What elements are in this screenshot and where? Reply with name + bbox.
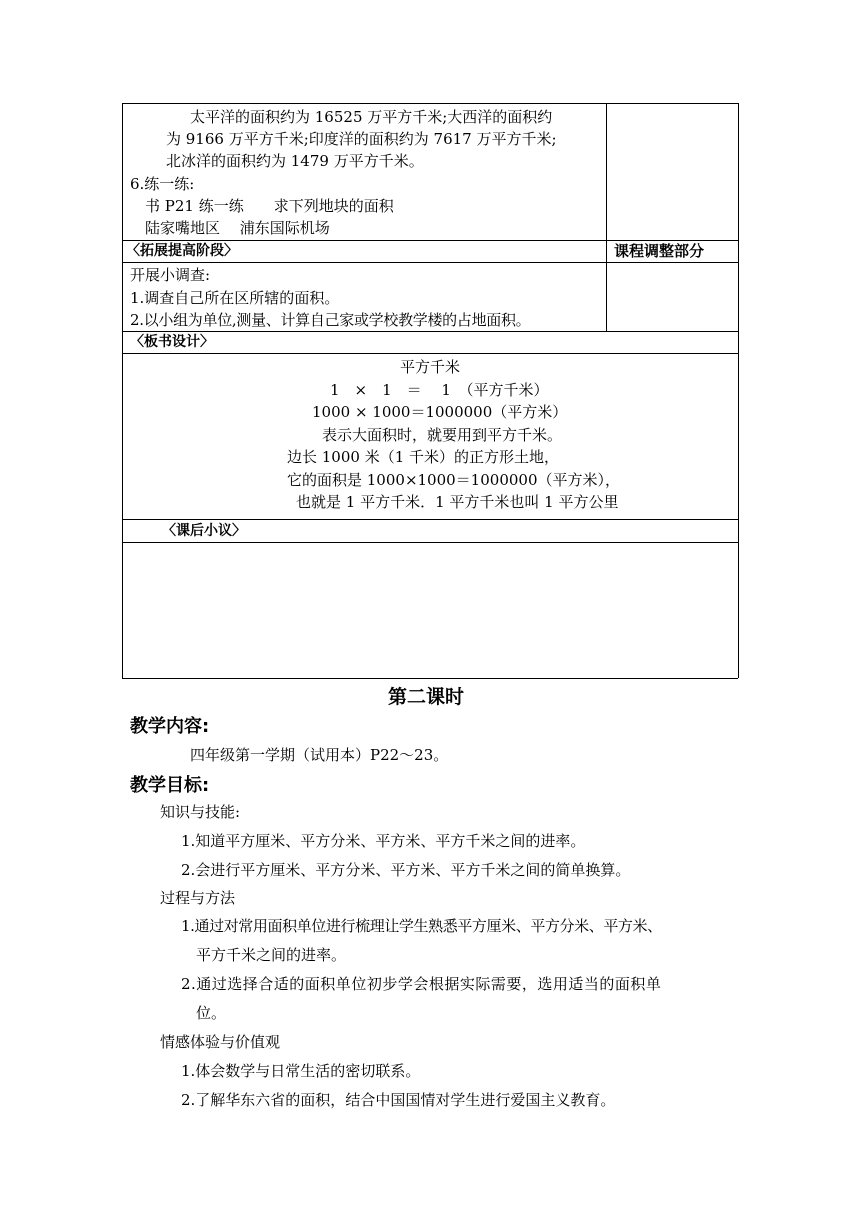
table-rule [122,331,738,332]
table-text-line: 太平洋的面积约为 16525 万平方千米;大西洋的面积约 [190,108,553,126]
table-rule [122,542,738,543]
board-line: 它的面积是 1000×1000＝1000000（平方米）， [287,471,620,489]
process-item: 2.通过选择合适的面积单位初步学会根据实际需要，选用适当的面积单 [181,975,662,993]
content-heading: 教学内容: [130,716,210,737]
process-heading: 过程与方法 [160,889,236,907]
table-text-line: 为 9166 万平方千米;印度洋的面积约为 7617 万平方千米; [166,130,557,148]
knowledge-heading: 知识与技能: [160,803,241,821]
process-item: 1.通过对常用面积单位进行梳理让学生熟悉平方厘米、平方分米、平方米、 [181,917,662,935]
board-line: 表示大面积时，就要用到平方千米。 [322,426,563,444]
emotion-heading: 情感体验与价值观 [160,1033,281,1051]
board-line: 也就是 1 平方千米．1 平方千米也叫 1 平方公里 [296,493,619,511]
after-class-header: 〈课后小议〉 [162,523,246,539]
emotion-item: 2.了解华东六省的面积，结合中国国情对学生进行爱国主义教育。 [181,1091,616,1109]
board-line: 平方千米 [400,358,461,376]
process-item: 位。 [196,1004,227,1022]
table-border-bottom [122,678,738,679]
emotion-item: 1.体会数学与日常生活的密切联系。 [181,1062,421,1080]
table-text-line: 陆家嘴地区 浦东国际机场 [145,219,330,237]
table-border-left [122,103,123,678]
expand-stage-header: 〈拓展提高阶段〉 [126,243,238,259]
table-text-line: 1.调查自己所在区所辖的面积。 [130,289,340,307]
table-border-top [122,103,738,104]
board-design-header: 〈板书设计〉 [130,334,214,350]
table-text-line: 2.以小组为单位,测量、计算自己家或学校教学楼的占地面积。 [130,311,531,329]
course-adjust-header: 课程调整部分 [614,242,705,260]
table-text-line: 6.练一练: [130,175,195,193]
table-text-line: 开展小调查: [130,266,211,284]
table-border-right [738,103,739,678]
table-rule [122,353,738,354]
knowledge-item: 2.会进行平方厘米、平方分米、平方米、平方千米之间的简单换算。 [181,861,631,879]
knowledge-item: 1.知道平方厘米、平方分米、平方米、平方千米之间的进率。 [181,832,586,850]
lesson-title: 第二课时 [388,686,465,708]
column-divider [606,103,607,331]
goals-heading: 教学目标: [130,775,210,796]
board-line: 边长 1000 米（1 千米）的正方形土地， [287,448,560,466]
board-line: 1 × 1 ＝ 1 （平方千米） [330,381,549,399]
table-rule [122,262,738,263]
board-line: 1000 × 1000＝1000000（平方米） [312,403,568,421]
table-text-line: 北冰洋的面积约为 1479 万平方千米。 [166,152,424,170]
table-text-line: 书 P21 练一练 求下列地块的面积 [145,197,394,215]
content-text: 四年级第一学期（试用本）P22～23。 [190,746,449,764]
process-item: 平方千米之间的进率。 [196,946,347,964]
